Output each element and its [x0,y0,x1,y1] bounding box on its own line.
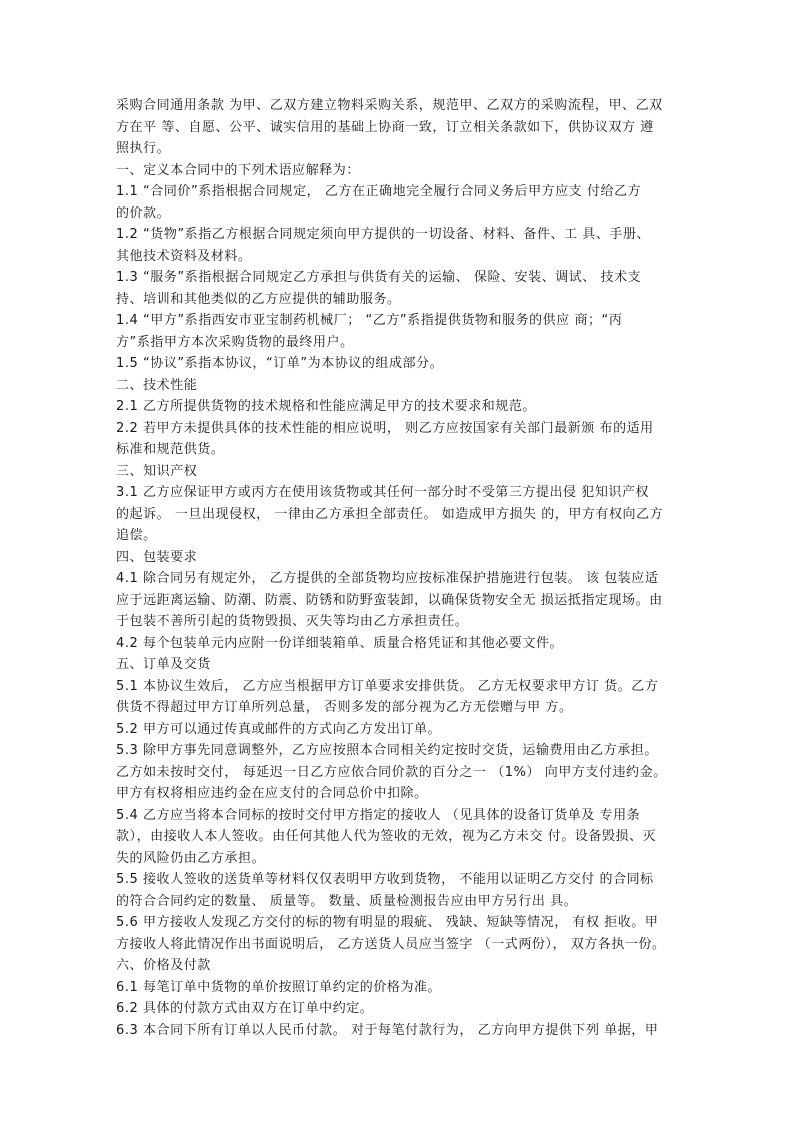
text-line: 6.1 每笔订单中货物的单价按照订单约定的价格为准。 [116,979,442,995]
text-line: 5.6 甲方接收人发现乙方交付的标的物有明显的瑕疵、 残缺、短缺等情况， 有权 拒收。甲 [116,915,659,930]
text-line: 应于远距离运输、防潮、防震、防锈和防野蛮装卸，以确保货物安全无 损运抵指定现场。由 [116,592,663,608]
section-heading: 四、包装要求 [116,549,198,565]
text-line: 乙方如未按时交付， 每延迟一日乙方应依合同价款的百分之一 （1%） 向甲方支付违约金。 [116,764,667,780]
text-line: 1.4 “甲方”系指西安市亚宝制药机械厂； “乙方”系指提供货物和服务的供应 商；“丙 [116,313,623,328]
text-line: 6.2 具体的付款方式由双方在订单中约定。 [116,1001,374,1016]
text-line: 5.3 除甲方事先同意调整外，乙方应按照本合同相关约定按时交货，运输费用由乙方承担。 [116,743,658,758]
section-heading: 二、技术性能 [116,377,198,393]
text-line: 采购合同通用条款 为甲、乙双方建立物料采购关系，规范甲、乙双方的采购流程，甲、乙双 [116,98,663,113]
text-line: 3.1 乙方应保证甲方或丙方在使用该货物或其任何一部分时不受第三方提出侵 犯知识产权 [116,485,650,500]
text-line: 方”系指甲方本次采购货物的最终用户。 [116,334,354,350]
text-line: 6.3 本合同下所有订单以人民币付款。 对于每笔付款行为， 乙方向甲方提供下列 单据，甲 [116,1022,659,1038]
text-line: 4.1 除合同另有规定外， 乙方提供的全部货物均应按标准保护措施进行包装。 该 包装应适 [116,571,659,586]
section-heading: 六、价格及付款 [116,958,211,973]
text-line: 甲方有权将相应违约金在应支付的合同总价中扣除。 [116,786,428,801]
text-line: 其他技术资料及材料。 [116,248,252,264]
text-line: 方在平 等、自愿、公平、诚实信用的基础上协商一致，订立相关条款如下，供协议双方 遵 [116,119,654,135]
text-line: 1.3 “服务”系指根据合同规定乙方承担与供货有关的运输、 保险、安装、调试、 技术支 [116,270,642,285]
section-heading: 三、知识产权 [116,463,198,479]
section-heading: 五、订单及交货 [116,657,211,672]
text-line: 的起诉。 一旦出现侵权， 一律由乙方承担全部责任。 如造成甲方损失 的，甲方有权向乙方 [116,506,664,522]
text-line: 照执行。 [116,141,171,156]
text-line: 失的风险仍由乙方承担。 [116,850,266,866]
text-line: 持、培训和其他类似的乙方应提供的辅助服务。 [116,291,401,307]
text-line: 5.4 乙方应当将本合同标的按时交付甲方指定的接收人 （见具体的设备订货单及 专用条 [116,807,641,823]
text-line: 4.2 每个包装单元内应附一份详细装箱单、质量合格凭证和其他必要文件。 [116,635,564,651]
text-line: 5.5 接收人签收的送货单等材料仅仅表明甲方收到货物， 不能用以证明乙方交付 的合同标 [116,872,654,887]
text-line: 的价款。 [116,205,171,221]
text-line: 标准和规范供货。 [116,442,225,457]
text-line: 方接收人将此情况作出书面说明后， 乙方送货人员应当签字 （一式两份）， 双方各执一份。 [116,936,666,952]
text-line: 款），由接收人本人签收。由任何其他人代为签收的无效，视为乙方未交 付。设备毁损、灭 [116,829,657,844]
text-line: 2.1 乙方所提供货物的技术规格和性能应满足甲方的技术要求和规范。 [116,399,536,414]
text-line: 5.2 甲方可以通过传真或邮件的方式向乙方发出订单。 [116,721,442,737]
text-line: 2.2 若甲方未提供具体的技术性能的相应说明， 则乙方应按国家有关部门最新颁 布的适用 [116,420,654,436]
text-line: 1.1 “合同价”系指根据合同规定， 乙方在正确地完全履行合同义务后甲方应支 付给乙方 [116,184,642,199]
text-line: 供货不得超过甲方订单所列总量， 否则多发的部分视为乙方无偿赠与甲 方。 [116,700,573,715]
document-body [116,95,690,1041]
text-line: 1.2 “货物”系指乙方根据合同规定须向甲方提供的一切设备、材料、备件、工 具、手册、 [116,227,651,242]
text-line: 1.5 “协议”系指本协议，“订单”为本协议的组成部分。 [116,356,444,371]
text-line: 5.1 本协议生效后， 乙方应当根据甲方订单要求安排供货。 乙方无权要求甲方订 货。乙方 [116,678,659,694]
section-heading: 一、定义本合同中的下列术语应解释为： [116,162,360,178]
text-line: 的符合合同约定的数量、 质量等。 数量、质量检测报告应由甲方另行出 具。 [116,893,578,909]
text-line: 追偿。 [116,528,157,543]
text-line: 于包装不善所引起的货物毁损、灭失等均由乙方承担责任。 [116,614,469,629]
